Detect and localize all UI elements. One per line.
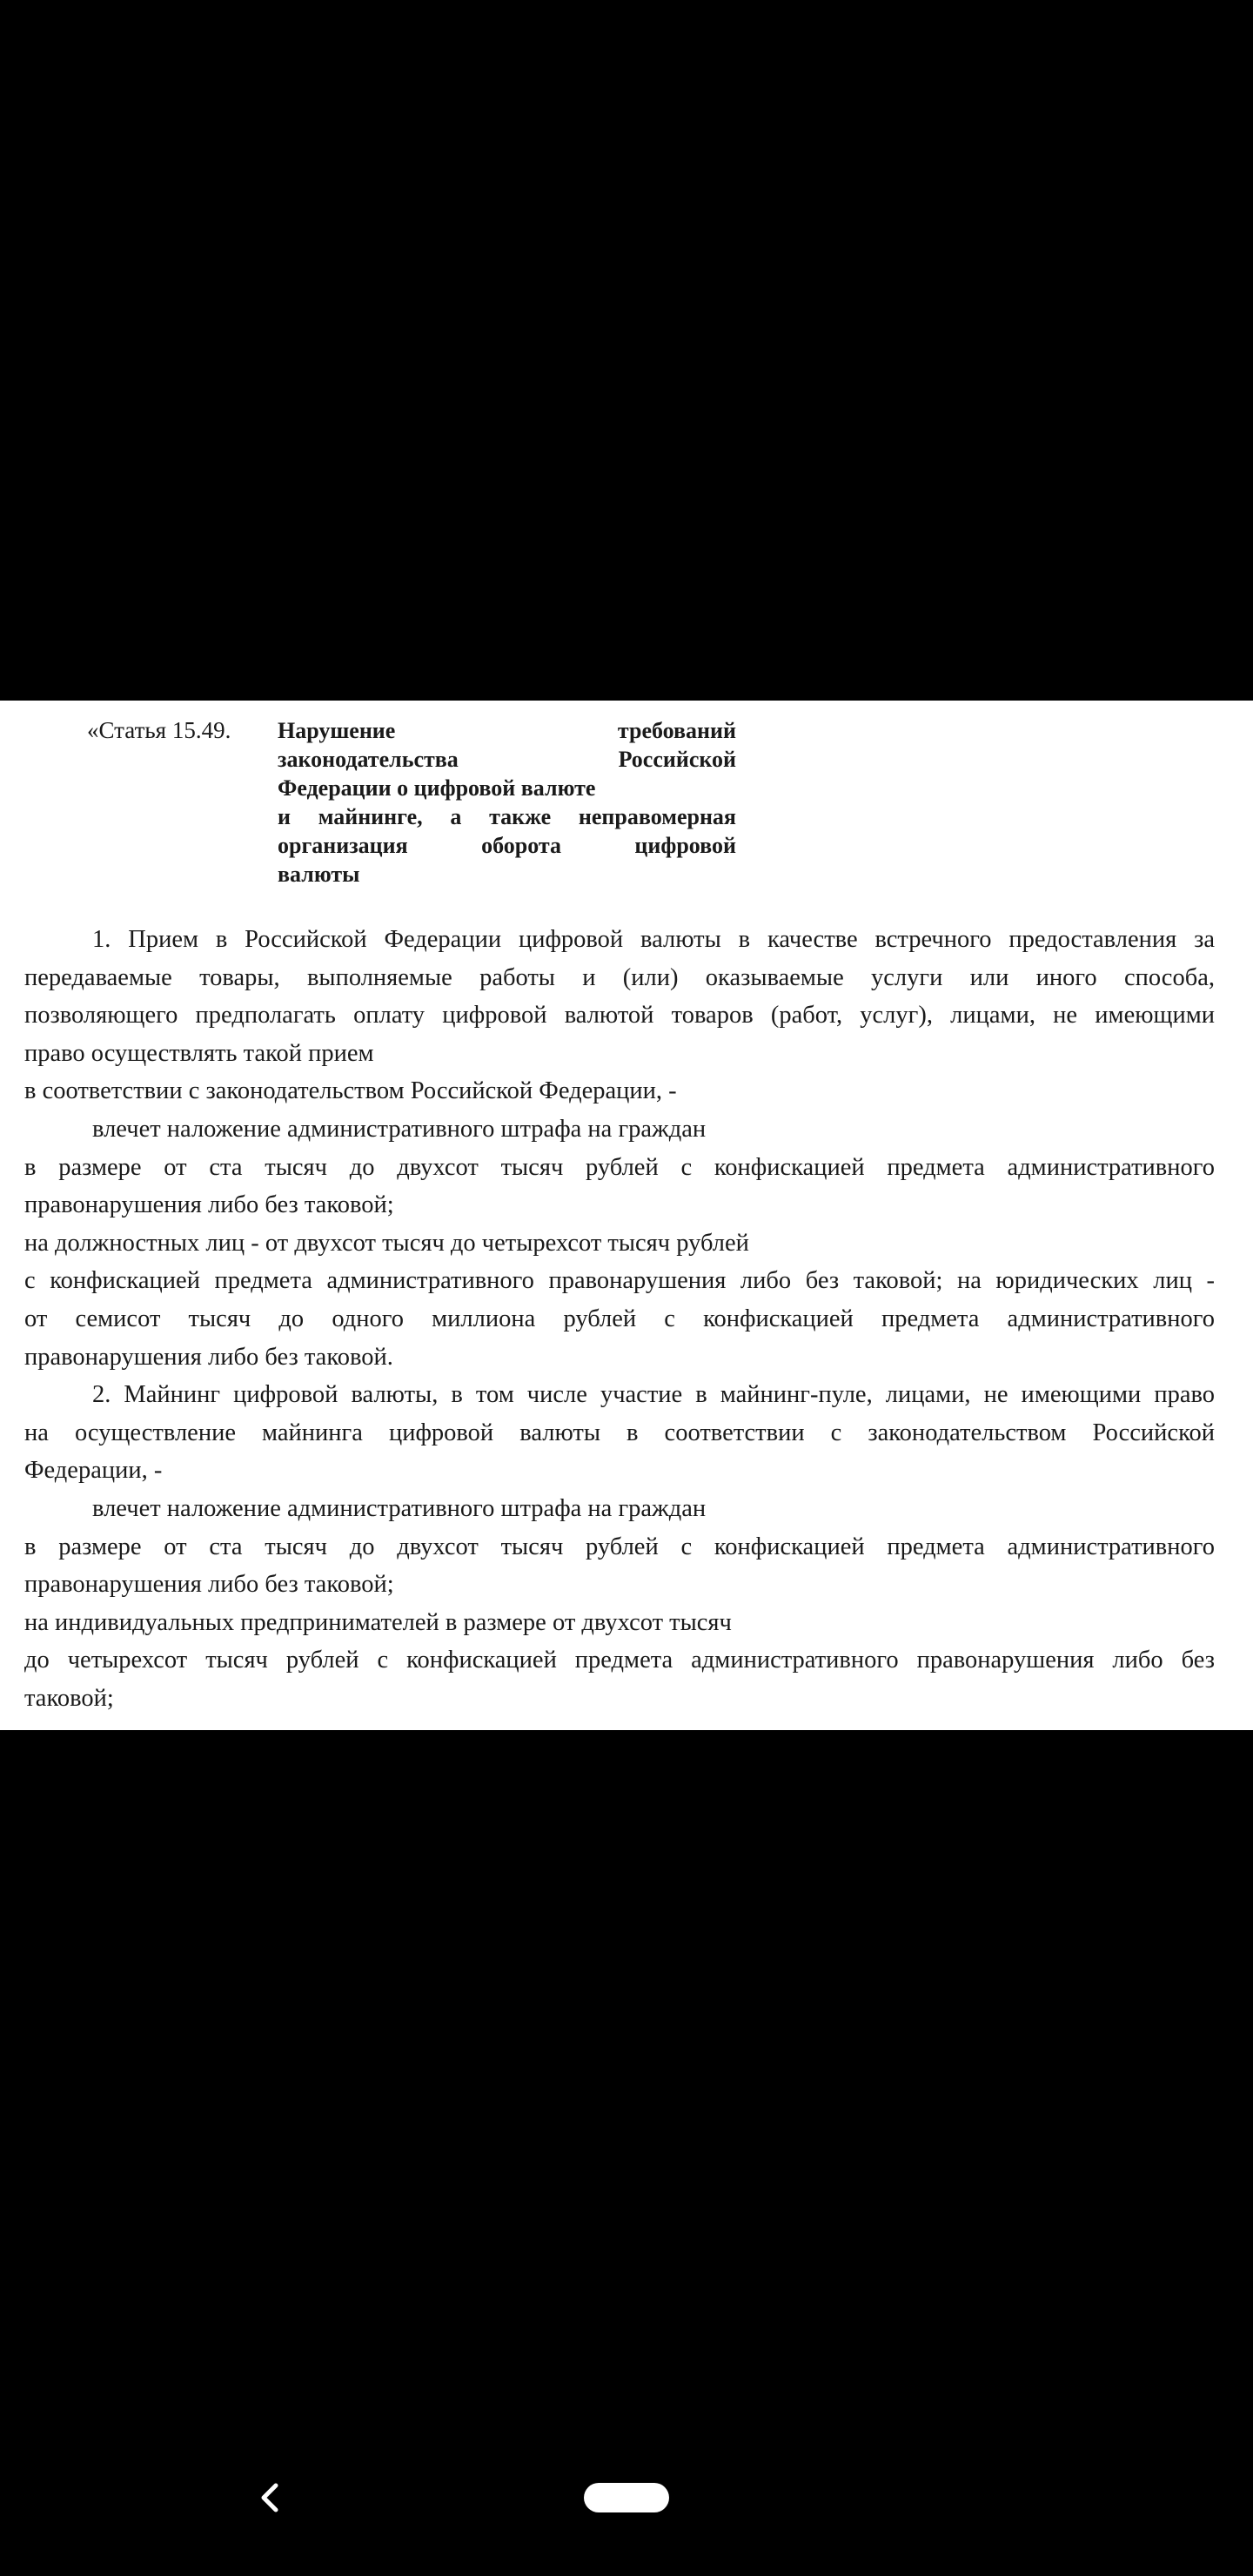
body-line: передаваемые товары, выполняемые работы и (или) оказываемые услуги или иного способа,: [24, 963, 1215, 991]
body-line: на осуществление майнинга цифровой валюты в соответствии с законодательством Российской: [24, 1419, 1215, 1446]
body-line: влечет наложение административного штрафа на граждан: [92, 1115, 707, 1143]
home-button[interactable]: [584, 2483, 669, 2512]
body-line: 1. Прием в Российской Федерации цифровой валюты в качестве встречного предоставления за: [92, 926, 1215, 953]
body-line: влечет наложение административного штрафа на граждан: [92, 1494, 707, 1522]
article-title-line: валюты: [278, 862, 360, 887]
body-line: правонарушения либо без таковой;: [24, 1191, 394, 1219]
article-title-line: организация оборота цифровой: [278, 833, 736, 858]
body-line: на индивидуальных предпринимателей в размере от двухсот тысяч: [24, 1608, 732, 1636]
body-line: позволяющего предполагать оплату цифровой валютой товаров (работ, услуг), лицами, не имеющими: [24, 1002, 1215, 1030]
body-line: таковой;: [24, 1684, 114, 1712]
body-line: в размере от ста тысяч до двухсот тысяч рублей с конфискацией предмета административного: [24, 1153, 1215, 1181]
article-number: «Статья 15.49.: [87, 717, 231, 743]
body-line: с конфискацией предмета административного правонарушения либо без таковой; на юридических лиц -: [24, 1267, 1215, 1295]
body-line: до четырехсот тысяч рублей с конфискацией предмета административного правонарушения либо без: [24, 1647, 1215, 1674]
article-body: [24, 921, 1215, 1717]
article-title-line: и майнинге, а также неправомерная: [278, 804, 736, 829]
back-button[interactable]: [248, 2475, 293, 2520]
article-title-line: законодательства Российской: [278, 747, 736, 772]
body-line: правонарушения либо без таковой.: [24, 1343, 393, 1371]
body-line: правонарушения либо без таковой;: [24, 1571, 394, 1599]
article-title: [278, 716, 736, 889]
document-page: [0, 701, 1253, 1730]
system-navigation-bar: [0, 2437, 1253, 2576]
chevron-left-icon: [248, 2475, 293, 2520]
article-title-line: Федерации о цифровой валюте: [278, 775, 596, 801]
body-line: на должностных лиц - от двухсот тысяч до четырехсот тысяч рублей: [24, 1229, 749, 1257]
body-line: 2. Майнинг цифровой валюты, в том числе участие в майнинг-пуле, лицами, не имеющими право: [92, 1381, 1215, 1409]
body-line: в размере от ста тысяч до двухсот тысяч рублей с конфискацией предмета административного: [24, 1533, 1215, 1560]
body-line: право осуществлять такой прием: [24, 1039, 374, 1067]
article-title-line: Нарушение требований: [278, 718, 736, 743]
body-line: Федерации, -: [24, 1457, 163, 1485]
body-line: в соответствии с законодательством Российской Федерации, -: [24, 1077, 677, 1105]
body-line: от семисот тысяч до одного миллиона рублей с конфискацией предмета административного: [24, 1305, 1215, 1332]
